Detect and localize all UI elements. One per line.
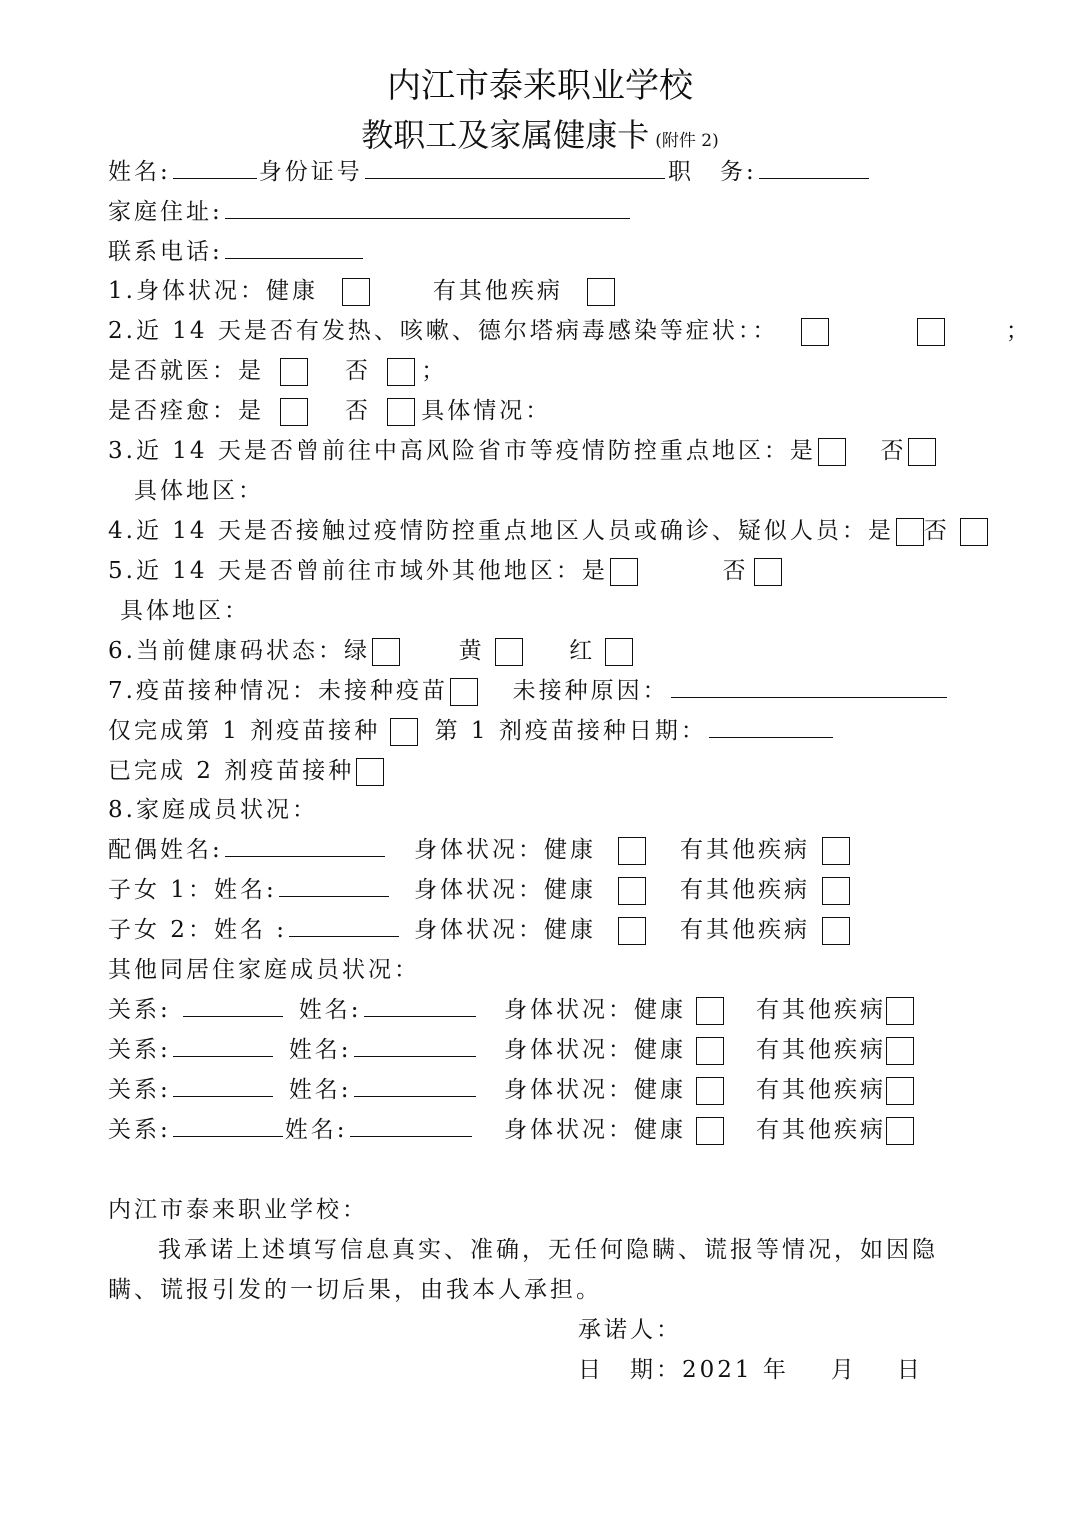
pledge-recipient: 内江市泰来职业学校：: [108, 1197, 368, 1223]
child1-label: 子女 1：姓名:: [108, 877, 277, 903]
child1-other-checkbox[interactable]: [822, 877, 850, 905]
other1-health-label: 身体状况：健康: [504, 997, 686, 1023]
other2-relation-label: 关系:: [108, 1037, 171, 1063]
q3-no-label: 否: [880, 438, 907, 464]
q6-red-checkbox[interactable]: [605, 638, 633, 666]
school-title: 内江市泰来职业学校: [387, 66, 693, 106]
name-label: 姓名:: [108, 159, 171, 185]
other3-other-label: 有其他疾病: [756, 1077, 886, 1103]
other2-relation-group: [108, 1032, 478, 1068]
month-label: 月: [830, 1357, 857, 1383]
q2-no-checkbox[interactable]: [917, 318, 945, 346]
other1-other-group: [756, 992, 920, 1028]
q8-row: [108, 792, 318, 828]
q6-yellow-label: 黄: [458, 638, 485, 664]
other3-name-field[interactable]: [354, 1072, 476, 1097]
other4-name-label: 姓名:: [284, 1117, 348, 1143]
other1-other-checkbox[interactable]: [886, 997, 914, 1025]
row-name-id: [108, 154, 667, 190]
q4-yes-checkbox[interactable]: [896, 518, 924, 546]
child1-health-label: 身体状况：健康: [414, 877, 596, 903]
row-address: [108, 194, 632, 230]
q1-other-checkbox[interactable]: [587, 278, 615, 306]
other4-other-label: 有其他疾病: [756, 1117, 886, 1143]
other4-relation-label: 关系:: [108, 1117, 171, 1143]
spouse-health-group: [414, 832, 652, 868]
other3-health-label: 身体状况：健康: [504, 1077, 686, 1103]
phone-label: 联系电话:: [108, 239, 223, 265]
other4-other-checkbox[interactable]: [886, 1117, 914, 1145]
q1-label: 1.身体状况：健康: [108, 278, 318, 304]
q5-region-label: 具体地区：: [120, 598, 250, 624]
q6-label: 6.当前健康码状态：绿: [108, 638, 370, 664]
form-title: [0, 110, 1080, 156]
other4-name-field[interactable]: [350, 1112, 472, 1137]
other2-other-checkbox[interactable]: [886, 1037, 914, 1065]
position-field[interactable]: [759, 154, 869, 179]
q7-dose1-row: [108, 713, 835, 749]
other2-healthy-checkbox[interactable]: [696, 1037, 724, 1065]
q2-doctor-end: ；: [421, 358, 448, 384]
signer-label: 承诺人：: [578, 1317, 682, 1343]
q2-recovered-label: 是否痊愈：是: [108, 398, 264, 424]
date-label: 日 期：2021 年: [578, 1357, 789, 1383]
position-group: [668, 154, 871, 190]
q3-yes-checkbox[interactable]: [818, 438, 846, 466]
other1-relation-label: 关系:: [108, 997, 171, 1023]
q6-green-checkbox[interactable]: [372, 638, 400, 666]
child2-label: 子女 2：姓名 :: [108, 917, 288, 943]
q4-no-label: 否: [923, 518, 950, 544]
other2-name-field[interactable]: [354, 1032, 476, 1057]
q7-dose2-row: [108, 753, 390, 789]
other3-name-label: 姓名:: [288, 1077, 352, 1103]
q7-dose1-date-label: 第 1 剂疫苗接种日期：: [434, 718, 707, 744]
q2-doctor-yes-checkbox[interactable]: [280, 358, 308, 386]
other4-other-group: [756, 1112, 920, 1148]
q5-label: 5.近 14 天是否曾前往市域外其他地区：是: [108, 558, 608, 584]
q7-dose2-label: 已完成 2 剂疫苗接种: [108, 758, 355, 784]
id-field[interactable]: [365, 154, 665, 179]
date-row: [578, 1352, 923, 1388]
q2-recovered-no-checkbox[interactable]: [387, 398, 415, 426]
q6-row: [108, 633, 639, 669]
other3-relation-field[interactable]: [173, 1072, 273, 1097]
child2-name-field[interactable]: [289, 912, 399, 937]
q1-healthy-checkbox[interactable]: [342, 278, 370, 306]
other3-relation-group: [108, 1072, 478, 1108]
other3-healthy-checkbox[interactable]: [696, 1077, 724, 1105]
q2-doctor-label: 是否就医：是: [108, 358, 264, 384]
q3-region-label: 具体地区：: [134, 478, 264, 504]
q7-dose1-label: 仅完成第 1 剂疫苗接种: [108, 718, 381, 744]
q2-doctor-row: [108, 353, 447, 389]
other1-relation-group: [108, 992, 478, 1028]
other1-name-label: 姓名:: [298, 997, 362, 1023]
q7-dose1-date-field[interactable]: [709, 713, 833, 738]
q4-no-checkbox[interactable]: [960, 518, 988, 546]
q7-reason-field[interactable]: [671, 673, 947, 698]
other3-other-checkbox[interactable]: [886, 1077, 914, 1105]
other3-relation-label: 关系:: [108, 1077, 171, 1103]
other4-health-label: 身体状况：健康: [504, 1117, 686, 1143]
spouse-other-label: 有其他疾病: [680, 837, 810, 863]
q7-unvaccinated-checkbox[interactable]: [450, 678, 478, 706]
q8-label: 8.家庭成员状况：: [108, 797, 318, 823]
child1-name-group: [108, 872, 391, 908]
position-label: 职 务:: [668, 159, 757, 185]
q1-row: [108, 273, 621, 309]
q2-recovered-row: [108, 393, 551, 429]
q3-region-row: [134, 473, 264, 509]
form-title-text: 教职工及家属健康卡: [361, 116, 650, 154]
address-label: 家庭住址:: [108, 199, 223, 225]
child2-other-label: 有其他疾病: [680, 917, 810, 943]
spouse-name-group: [108, 832, 387, 868]
q3-no-checkbox[interactable]: [908, 438, 936, 466]
spouse-health-label: 身体状况：健康: [414, 837, 596, 863]
q2-doctor-no-label: 否: [344, 358, 371, 384]
other1-relation-field[interactable]: [183, 992, 283, 1017]
q6-yellow-checkbox[interactable]: [495, 638, 523, 666]
q6-red-label: 红: [569, 638, 596, 664]
other4-health-group: [504, 1112, 730, 1148]
other3-other-group: [756, 1072, 920, 1108]
q2-recovered-yes-checkbox[interactable]: [280, 398, 308, 426]
child2-other-group: [680, 912, 856, 948]
name-field[interactable]: [173, 154, 257, 179]
q5-yes-checkbox[interactable]: [610, 558, 638, 586]
q2-label: 2.近 14 天是否有发热、咳嗽、德尔塔病毒感染等症状：：: [108, 318, 779, 344]
q2-yes-checkbox[interactable]: [801, 318, 829, 346]
child1-health-group: [414, 872, 652, 908]
row-phone: [108, 234, 365, 270]
q2-semicolon: ；: [1005, 318, 1032, 344]
other1-healthy-checkbox[interactable]: [696, 997, 724, 1025]
q7-label: 7.疫苗接种情况：未接种疫苗: [108, 678, 448, 704]
other1-health-group: [504, 992, 730, 1028]
other2-health-label: 身体状况：健康: [504, 1037, 686, 1063]
other4-relation-group: [108, 1112, 474, 1148]
q2-doctor-no-checkbox[interactable]: [387, 358, 415, 386]
child2-health-label: 身体状况：健康: [414, 917, 596, 943]
q1-other-label: 有其他疾病: [432, 278, 563, 304]
child2-health-group: [414, 912, 652, 948]
q7-row: [108, 673, 949, 709]
pledge-text: 我承诺上述填写信息真实、准确，无任何隐瞒、谎报等情况，如因隐瞒、谎报引发的一切后果，由我本人承担。: [108, 1237, 938, 1303]
other2-name-label: 姓名:: [288, 1037, 352, 1063]
phone-field[interactable]: [225, 234, 363, 259]
child1-other-label: 有其他疾病: [680, 877, 810, 903]
other2-relation-field[interactable]: [173, 1032, 273, 1057]
q7-dose2-checkbox[interactable]: [356, 758, 384, 786]
q7-dose1-checkbox[interactable]: [390, 718, 418, 746]
other4-healthy-checkbox[interactable]: [696, 1117, 724, 1145]
q4-row: [108, 513, 994, 549]
q2-details-label: 具体情况：: [421, 398, 552, 424]
child2-other-checkbox[interactable]: [822, 917, 850, 945]
q2-recovered-no-label: 否: [344, 398, 371, 424]
child2-healthy-checkbox[interactable]: [618, 917, 646, 945]
child1-name-field[interactable]: [279, 872, 389, 897]
q5-no-checkbox[interactable]: [754, 558, 782, 586]
child2-name-group: [108, 912, 401, 948]
other2-other-group: [756, 1032, 920, 1068]
other1-other-label: 有其他疾病: [756, 997, 886, 1023]
spouse-other-group: [680, 832, 856, 868]
q5-region-row: [120, 593, 250, 629]
others-title: 其他同居住家庭成员状况：: [108, 957, 420, 983]
q3-label: 3.近 14 天是否曾前往中高风险省市等疫情防控重点地区：是: [108, 438, 816, 464]
q4-label: 4.近 14 天是否接触过疫情防控重点地区人员或确诊、疑似人员：是: [108, 518, 894, 544]
child1-other-group: [680, 872, 856, 908]
other1-name-field[interactable]: [364, 992, 476, 1017]
q5-row: [108, 553, 788, 589]
spouse-healthy-checkbox[interactable]: [618, 837, 646, 865]
other2-health-group: [504, 1032, 730, 1068]
day-label: 日: [896, 1357, 923, 1383]
other4-relation-field[interactable]: [173, 1112, 283, 1137]
other2-other-label: 有其他疾病: [756, 1037, 886, 1063]
spouse-other-checkbox[interactable]: [822, 837, 850, 865]
others-title-row: [108, 952, 420, 988]
other3-health-group: [504, 1072, 730, 1108]
q7-reason-label: 未接种原因：: [512, 678, 669, 704]
child1-healthy-checkbox[interactable]: [618, 877, 646, 905]
q5-no-label: 否: [722, 558, 749, 584]
attachment-note: (附件 2): [655, 131, 719, 151]
q3-row: [108, 433, 942, 469]
id-label: 身份证号: [258, 159, 363, 185]
q2-row: [108, 313, 1032, 349]
spouse-label: 配偶姓名:: [108, 837, 223, 863]
address-field[interactable]: [225, 194, 630, 219]
spouse-name-field[interactable]: [225, 832, 385, 857]
